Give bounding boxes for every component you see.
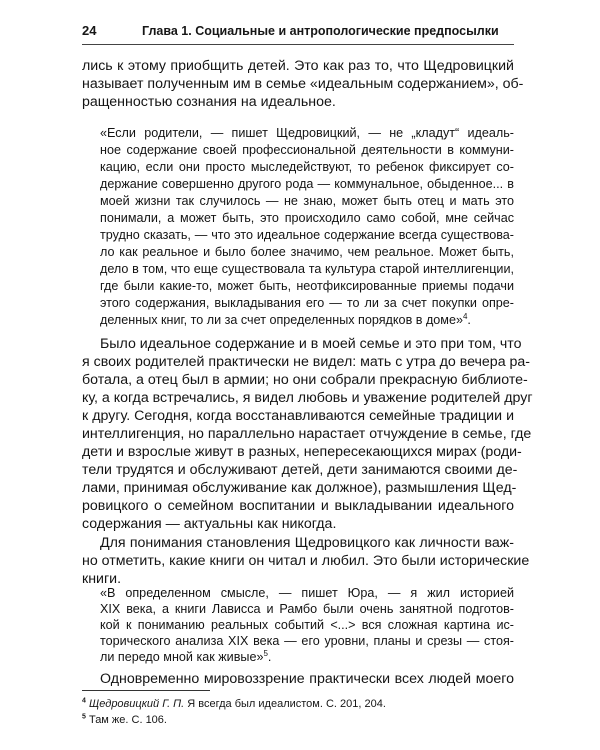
quote-line: ли передо мной как живые» [100,650,264,664]
text-line: Было идеальное содержание и в моей семье и это при том, что [100,336,522,352]
quote-line: держание совершенно другого рода — коммунальное, обыденное... в [100,177,514,191]
text-line: книги. [82,571,122,587]
page-number: 24 [82,23,97,38]
footnote-5 [82,713,514,727]
quote-line: кой к пониманию реальных событий <...> вся сложная картина ис- [100,618,514,632]
footnote-4 [82,697,514,711]
text-line: Для понимания становления Щедровицкого как личности важ- [100,535,514,551]
quote-line: дело в том, что еще существовала та культура старой интеллигенции, [100,262,514,276]
quote-line: ное содержание своей профессиональной деятельности в коммуни- [100,143,514,157]
text-line: называет полученным им в семье «идеальным содержанием», об- [82,76,524,92]
text-line: ращенностью сознания на идеальное. [82,94,336,110]
quote-line: XIX века, а книги Лависса и Рамбо были очень занятной подготов- [100,602,514,616]
footnote-rule [82,690,210,691]
text-line: тели трудятся и обслуживают детей, дети занимаются своими де- [82,462,518,478]
chapter-title: Глава 1. Социальные и антропологические предпосылки [142,24,499,38]
quote-line: деленных книг, то ли за счет определенных порядков в доме» [100,313,463,327]
quote-line: этого содержания, выкладывания его — то ли за счет покупки опре- [100,296,514,310]
text-line: ку, а когда встречались, я видел любовь и уважение родителей друг [82,390,533,406]
quote-line: понимали, а может быть, это происходило само собой, мне сейчас [100,211,514,225]
quote-line: «В определенном смысле, — пишет Юра, — я жил историей [100,586,514,600]
footnote-author: Щедровицкий Г. П. [88,698,185,710]
text-line: ботала, а отец был в армии; но они собрали прекрасную библиоте- [82,372,528,388]
footnote-text: Там же. С. 106. [85,714,167,726]
text-line: я своих родителей практически не видел: мать с утра до вечера ра- [82,354,531,370]
text-line: дети и взрослые живут в разных, непересекающихся мирах (роди- [82,444,522,460]
quote-line: «Если родители, — пишет Щедровицкий, — не „кладут“ идеаль- [100,126,514,140]
quote-line: торического анализа XIX века — его уровни, планы и срезы — стоя- [100,634,514,648]
quote-line: моей жизни так случилось — не знаю, может быть отец и мать это [100,194,514,208]
footnote-text: Я всегда был идеалистом. С. 201, 204. [184,698,386,710]
quote-line: где были какие-то, может быть, неотфиксированные приемы подачи [100,279,514,293]
text-line: содержания — актуальны как никогда. [82,516,337,532]
text-line: но отметить, какие книги он читал и любил. Это были исторические [82,553,530,569]
quote-line: ло как реальное и было более значимо, чем реальное. Может быть, [100,245,514,259]
footnote-ref[interactable]: 4 [462,311,468,321]
quote-line: кацию, если они просто мыследействуют, то ребенок фиксирует со- [100,160,514,174]
text-line: лись к этому приобщить детей. Это как раз то, что Щедровицкий [82,58,514,74]
header-rule [82,44,514,45]
quote-line-last: деленных книг, то ли за счет определенных порядков в доме»$^4$. [100,311,471,327]
quote-line-last: ли передо мной как живые»$^5$. [100,648,272,664]
text-line: Одновременно мировоззрение практически всех людей моего [100,671,514,687]
text-line: к другу. Сегодня, когда восстанавливаются семейные традиции и [82,408,514,424]
running-head [82,22,514,44]
text-line: лами, принимая обслуживание как должное), размышления Щед- [82,480,517,496]
quote-line: трудно сказать, — что это идеальное содержание всегда существова- [100,228,514,242]
text-line: интеллигенция, но параллельно нарастает отчуждение в семье, где [82,426,532,442]
footnote-mark: 5 [82,713,86,721]
footnote-ref[interactable]: 5 [263,648,268,658]
text-line: ровицкого о семейном воспитании и выкладывании идеального [82,498,514,514]
footnote-mark: 4 [82,697,86,705]
